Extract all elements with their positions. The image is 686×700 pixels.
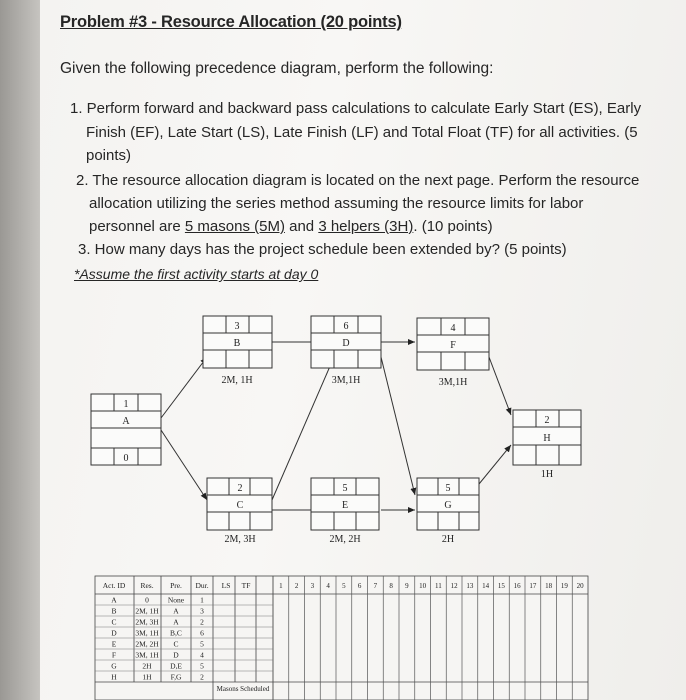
day-header-15: 15 (497, 582, 505, 590)
header-res: Res. (140, 581, 154, 590)
table-cell: 4 (200, 650, 204, 660)
assumption-note: *Assume the first activity starts at day 0 (74, 266, 319, 282)
table-cell: 3M, 1H (135, 650, 159, 660)
node-a-id: A (122, 416, 130, 427)
table-cell: F,G (170, 672, 182, 682)
node-g-duration: 5 (445, 483, 451, 494)
mason-limit: 5 masons (5M) (184, 218, 285, 235)
day-header-13: 13 (466, 582, 474, 590)
day-header-9: 9 (405, 582, 409, 590)
node-e-duration: 5 (342, 483, 348, 494)
table-cell: 3 (200, 606, 204, 616)
header-act-id: Act. ID (102, 581, 126, 590)
table-cell: 0 (145, 595, 149, 605)
node-c-resources: 2M, 3H (224, 534, 256, 545)
day-header-6: 6 (357, 582, 362, 590)
table-cell: 6 (200, 628, 204, 638)
item-2-line-2: allocation utilizing the series method assuming the resource limits for labor (89, 195, 584, 212)
item-2-text-c: and (284, 218, 319, 235)
node-d-id: D (342, 338, 350, 349)
table-cell: H (111, 672, 117, 682)
footer-label: Masons Scheduled (216, 685, 270, 693)
day-header-11: 11 (435, 582, 442, 590)
node-f-id: F (450, 340, 456, 351)
table-cell: E (111, 639, 117, 649)
header-ls: LS (221, 581, 231, 590)
table-cell: C (111, 617, 117, 627)
day-header-12: 12 (450, 582, 458, 590)
node-e-id: E (341, 500, 349, 511)
header-tf: TF (241, 581, 251, 590)
table-cell: None (167, 595, 185, 605)
day-header-2: 2 (294, 582, 299, 590)
table-cell: 2H (142, 661, 152, 671)
day-header-19: 19 (560, 582, 568, 590)
node-g-resources: 2H (441, 534, 455, 545)
table-cell: 5 (200, 639, 204, 649)
node-e-resources: 2M, 2H (329, 534, 361, 545)
table-cell: F (111, 650, 117, 660)
day-header-5: 5 (342, 582, 346, 590)
node-b-duration: 3 (234, 321, 240, 332)
item-2-text-e: . (10 points) (413, 218, 493, 235)
day-header-14: 14 (482, 582, 490, 590)
table-cell: 2 (200, 617, 204, 627)
table-cell: 5 (200, 661, 204, 671)
table-cell: G (111, 661, 117, 671)
table-cell: D (173, 650, 179, 660)
table-cell: A (173, 617, 179, 627)
node-a-duration: 1 (123, 399, 129, 410)
table-cell: 3M, 1H (135, 628, 159, 638)
node-a-resources: 0 (123, 453, 129, 464)
day-header-20: 20 (576, 582, 584, 590)
node-c-duration: 2 (237, 483, 243, 494)
table-cell: 2M, 3H (135, 617, 159, 627)
problem-title: Problem #3 - Resource Allocation (20 points) (60, 13, 402, 31)
day-header-1: 1 (279, 582, 283, 590)
node-d-duration: 6 (343, 321, 349, 332)
day-header-8: 8 (389, 582, 393, 590)
table-cell: 2M, 1H (135, 606, 159, 616)
node-h-resources: 1H (540, 469, 554, 480)
day-header-4: 4 (326, 582, 330, 590)
day-header-10: 10 (419, 582, 427, 590)
day-header-3: 3 (310, 582, 315, 590)
node-h-id: H (543, 433, 551, 444)
day-header-7: 7 (373, 582, 378, 590)
item-3-line-1: 3. How many days has the project schedule been extended by? (5 points) (78, 241, 567, 258)
node-d-resources: 3M,1H (331, 375, 361, 386)
node-b-id: B (233, 338, 241, 349)
table-cell: 1H (142, 672, 152, 682)
header-pre: Pre. (170, 581, 182, 590)
header-dur: Dur. (195, 581, 209, 590)
table-cell: A (111, 595, 117, 605)
item-1-line-3: points) (86, 147, 132, 164)
table-cell: C (173, 639, 179, 649)
node-c-id: C (236, 500, 244, 511)
item-1-line-1: 1. Perform forward and backward pass calculations to calculate Early Start (ES), Early (70, 100, 642, 117)
table-cell: 2M, 2H (135, 639, 159, 649)
table-cell: A (173, 606, 179, 616)
node-f-resources: 3M,1H (438, 377, 468, 388)
table-cell: B,C (170, 628, 182, 638)
node-f-duration: 4 (450, 323, 456, 334)
node-h-duration: 2 (544, 415, 550, 426)
node-g-id: G (444, 500, 452, 511)
table-cell: D (111, 628, 117, 638)
table-cell: 1 (200, 595, 204, 605)
item-1-line-2: Finish (EF), Late Start (LS), Late Finish (LF) and Total Float (TF) for all activities. (5 (86, 124, 638, 141)
node-b-resources: 2M, 1H (221, 375, 253, 386)
day-header-18: 18 (545, 582, 553, 590)
table-cell: 2 (200, 672, 204, 682)
helper-limit: 3 helpers (3H) (318, 218, 414, 235)
item-2-line-1: 2. The resource allocation diagram is located on the next page. Perform the resource (76, 172, 640, 189)
day-header-17: 17 (529, 582, 537, 590)
intro-text: Given the following precedence diagram, perform the following: (60, 60, 494, 77)
day-header-16: 16 (513, 582, 521, 590)
item-2-text-a: personnel are (89, 218, 185, 235)
table-cell: D,E (170, 661, 182, 671)
table-cell: B (111, 606, 117, 616)
